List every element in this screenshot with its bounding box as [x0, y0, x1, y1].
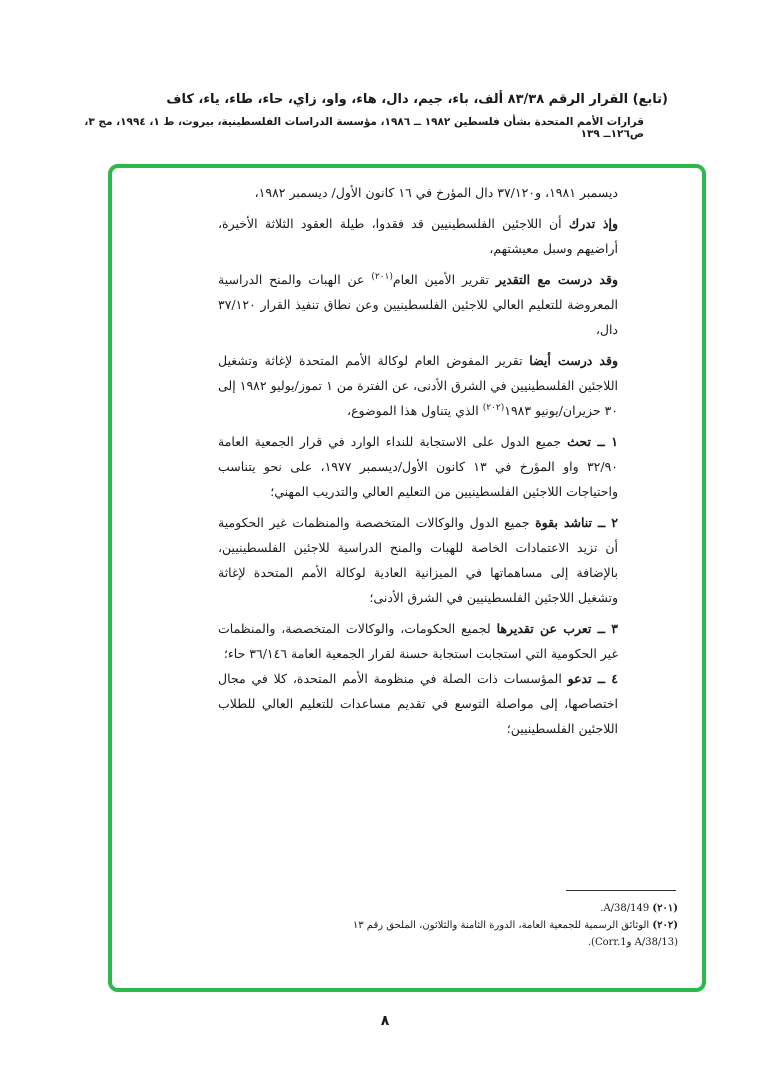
operative-text: لجميع الحكومات، والوكالات المتخصصة، والمنظمات غير الحكومية التي استجابت استجابة حسنة لقرار الجمعية العامة ٣٦/١٤٦ حاء؛ [218, 621, 618, 661]
operative-text: جميع الدول على الاستجابة للنداء الوارد في قرار الجمعية العامة ٣٢/٩٠ واو المؤرخ في ١٣ كانون الأول/ديسمبر ١٩٧٧، على نحو يتناسب واحتياجات اللاجئين الفلسطينيين من التعليم العالي والتدريب المهني؛ [218, 434, 619, 499]
paragraph-lead: وقد درست أيضا [529, 353, 618, 368]
footnote-201 [330, 900, 678, 917]
paragraph-text: أن اللاجئين الفلسطينيين قد فقدوا، طيلة العقود الثلاثة الأخيرة، أراضيهم وسبل معيشتهم، [218, 216, 618, 256]
paragraph-text: تقرير المفوض العام لوكالة الأمم المتحدة لإغاثة وتشغيل اللاجئين الفلسطينيين في الشرق الأدنى، عن الفترة من ١ تموز/يوليو ١٩٨٢ إلى ٣٠ حزيران/يونيو ١٩٨٣ [218, 353, 618, 418]
resolution-body [218, 180, 618, 741]
operative-item-2 [218, 510, 618, 610]
footnotes [330, 900, 678, 951]
operative-item-1 [218, 429, 618, 504]
footnote-text: A/38/149. [600, 903, 653, 914]
paragraph-lead: وقد درست مع التقدير [495, 272, 618, 287]
footnote-ref-202[interactable]: (٢٠٢) [482, 402, 505, 413]
footnote-number: (٢٠١) [652, 903, 678, 914]
paragraph-text: تقرير الأمين العام [392, 272, 496, 287]
operative-text: المؤسسات ذات الصلة في منظومة الأمم المتحدة، كلا في مجال اختصاصها، إلى مواصلة التوسع في تقديم مساعدات للتعليم العالي للطلاب اللاجئين الفلسطينيين؛ [218, 671, 618, 736]
paragraph-preamble-4 [218, 348, 618, 423]
footnote-number: (٢٠٢) [652, 920, 678, 931]
operative-lead: ١ ــ تحث [567, 434, 618, 449]
operative-lead: ٤ ــ تدعو [567, 671, 618, 686]
paragraph-preamble-3 [218, 267, 618, 342]
operative-item-4 [218, 666, 618, 741]
operative-lead: ٣ ــ تعرب عن تقديرها [496, 621, 618, 636]
operative-lead: ٢ ــ تناشد بقوة [535, 515, 618, 530]
paragraph-preamble-2 [218, 211, 618, 261]
page-number: ٨ [380, 1013, 390, 1029]
footnote-202 [330, 917, 678, 951]
paragraph-preamble-1: ديسمبر ١٩٨١، و٣٧/١٢٠ دال المؤرخ في ١٦ كانون الأول/ ديسمبر ١٩٨٢، [254, 185, 618, 200]
paragraph-text: عن الهبات والمنح الدراسية المعروضة للتعليم العالي للاجئين الفلسطينيين وعن نطاق تنفيذ القرار ٣٧/١٢٠ دال، [218, 272, 618, 337]
footnote-ref-201[interactable]: (٢٠١) [371, 271, 393, 282]
operative-text: جميع الدول والوكالات المتخصصة والمنظمات غير الحكومية أن تزيد الاعتمادات الخاصة للهبات والمنح الدراسية للاجئين الفلسطينيين، بالإضافة إلى مساهماتها في الميزانية العادية لوكالة الأمم المتحدة لإغاثة وتشغيل اللاجئين الفلسطينيين في الشرق الأدنى؛ [218, 515, 618, 605]
paragraph-text: الذي يتناول هذا الموضوع، [347, 403, 483, 418]
page-header-title: (تابع) القرار الرقم ٨٣/٣٨ ألف، باء، جيم، دال، هاء، واو، زاي، حاء، طاء، ياء، كاف [166, 92, 668, 107]
page-header-source: قرارات الأمم المتحدة بشأن فلسطين ١٩٨٢ ــ ١٩٨٦، مؤسسة الدراسات الفلسطينية، بيروت، ط ١، ١٩٩٤، مج ٣، ص١٢٦ــ ١٣٩ [84, 116, 644, 140]
paragraph-lead: وإذ تدرك [568, 216, 619, 231]
operative-item-3 [218, 616, 618, 666]
footnote-text: الوثائق الرسمية للجمعية العامة، الدورة الثامنة والثلاثون، الملحق رقم ١٣ (A/38/13 وCorr.1). [352, 920, 678, 948]
footnote-divider [566, 890, 676, 891]
